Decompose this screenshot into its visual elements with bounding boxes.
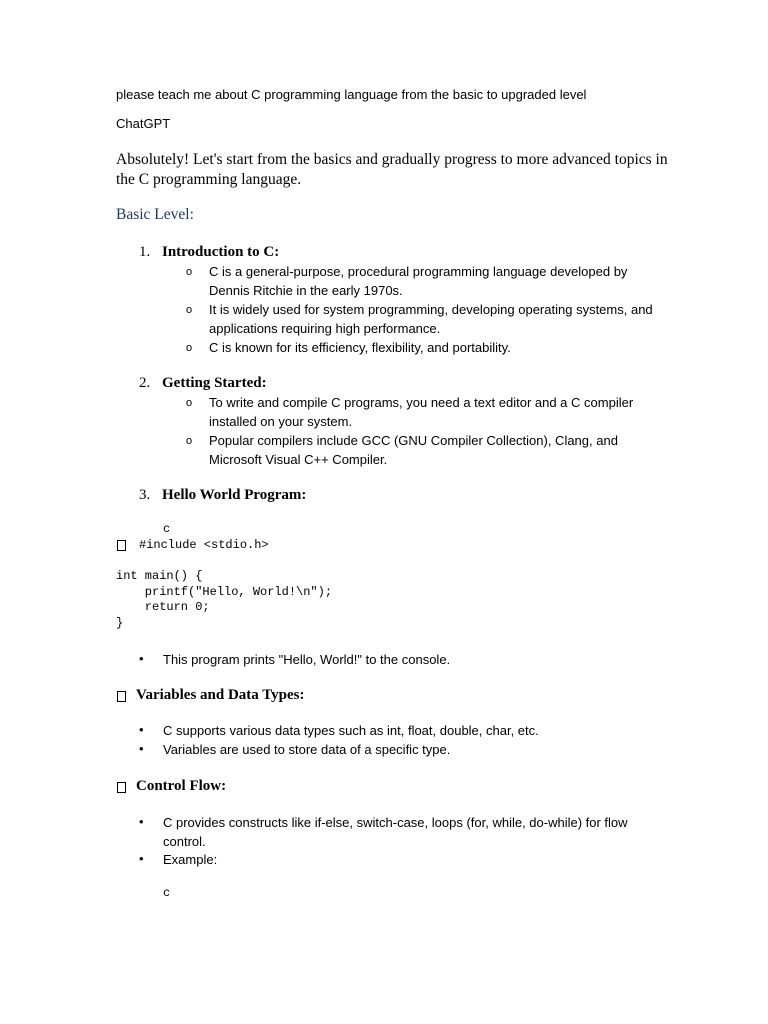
section-title-control-flow: Control Flow: [136,778,227,794]
code-language-label: c [163,886,171,900]
list-item: To write and compile C programs, you need a text editor and a C compiler installed on your system. [209,395,634,429]
bullet: • [139,814,144,829]
section-title-variables: Variables and Data Types: [136,687,305,703]
user-prompt: please teach me about C programming language from the basic to upgraded level [116,87,587,102]
section-title-intro: Introduction to C: [162,244,280,260]
list-item: C provides constructs like if-else, switch-case, loops (for, while, do-while) for flow control. [163,815,628,849]
author-label: ChatGPT [116,116,171,131]
sub-bullet: o [186,397,193,409]
bullet: • [139,741,144,756]
list-item: C is a general-purpose, procedural programming language developed by Dennis Ritchie in the early 1970s. [209,264,628,298]
list-item: Popular compilers include GCC (GNU Compiler Collection), Clang, and Microsoft Visual C++ Compiler. [209,433,618,467]
code-language-label: c [163,522,171,536]
section-title-getting-started: Getting Started: [162,375,267,391]
missing-glyph-icon [117,782,126,793]
sub-bullet: o [186,266,193,278]
intro-paragraph: Absolutely! Let's start from the basics and gradually progress to more advanced topics in the C programming language. [116,151,668,188]
missing-glyph-icon [117,691,126,702]
section-number: 2. [139,375,151,391]
list-item: Variables are used to store data of a specific type. [163,742,451,757]
list-item: It is widely used for system programming, developing operating systems, and applications requiring high performance. [209,302,653,336]
list-item: This program prints "Hello, World!" to the console. [163,652,451,667]
bullet: • [139,722,144,737]
sub-bullet: o [186,304,193,316]
section-title-hello-world: Hello World Program: [162,487,307,503]
basic-level-heading: Basic Level: [116,206,194,223]
bullet: • [139,851,144,866]
section-number: 1. [139,244,151,260]
sub-bullet: o [186,342,193,354]
list-item: Example: [163,852,218,867]
code-block: int main() { printf("Hello, World!\n"); return 0; } [116,569,333,631]
missing-glyph-icon [117,540,126,551]
section-number: 3. [139,487,151,503]
sub-bullet: o [186,435,193,447]
code-line-include: #include <stdio.h> [139,538,269,552]
bullet: • [139,651,144,666]
list-item: C is known for its efficiency, flexibility, and portability. [209,340,511,355]
list-item: C supports various data types such as int, float, double, char, etc. [163,723,539,738]
